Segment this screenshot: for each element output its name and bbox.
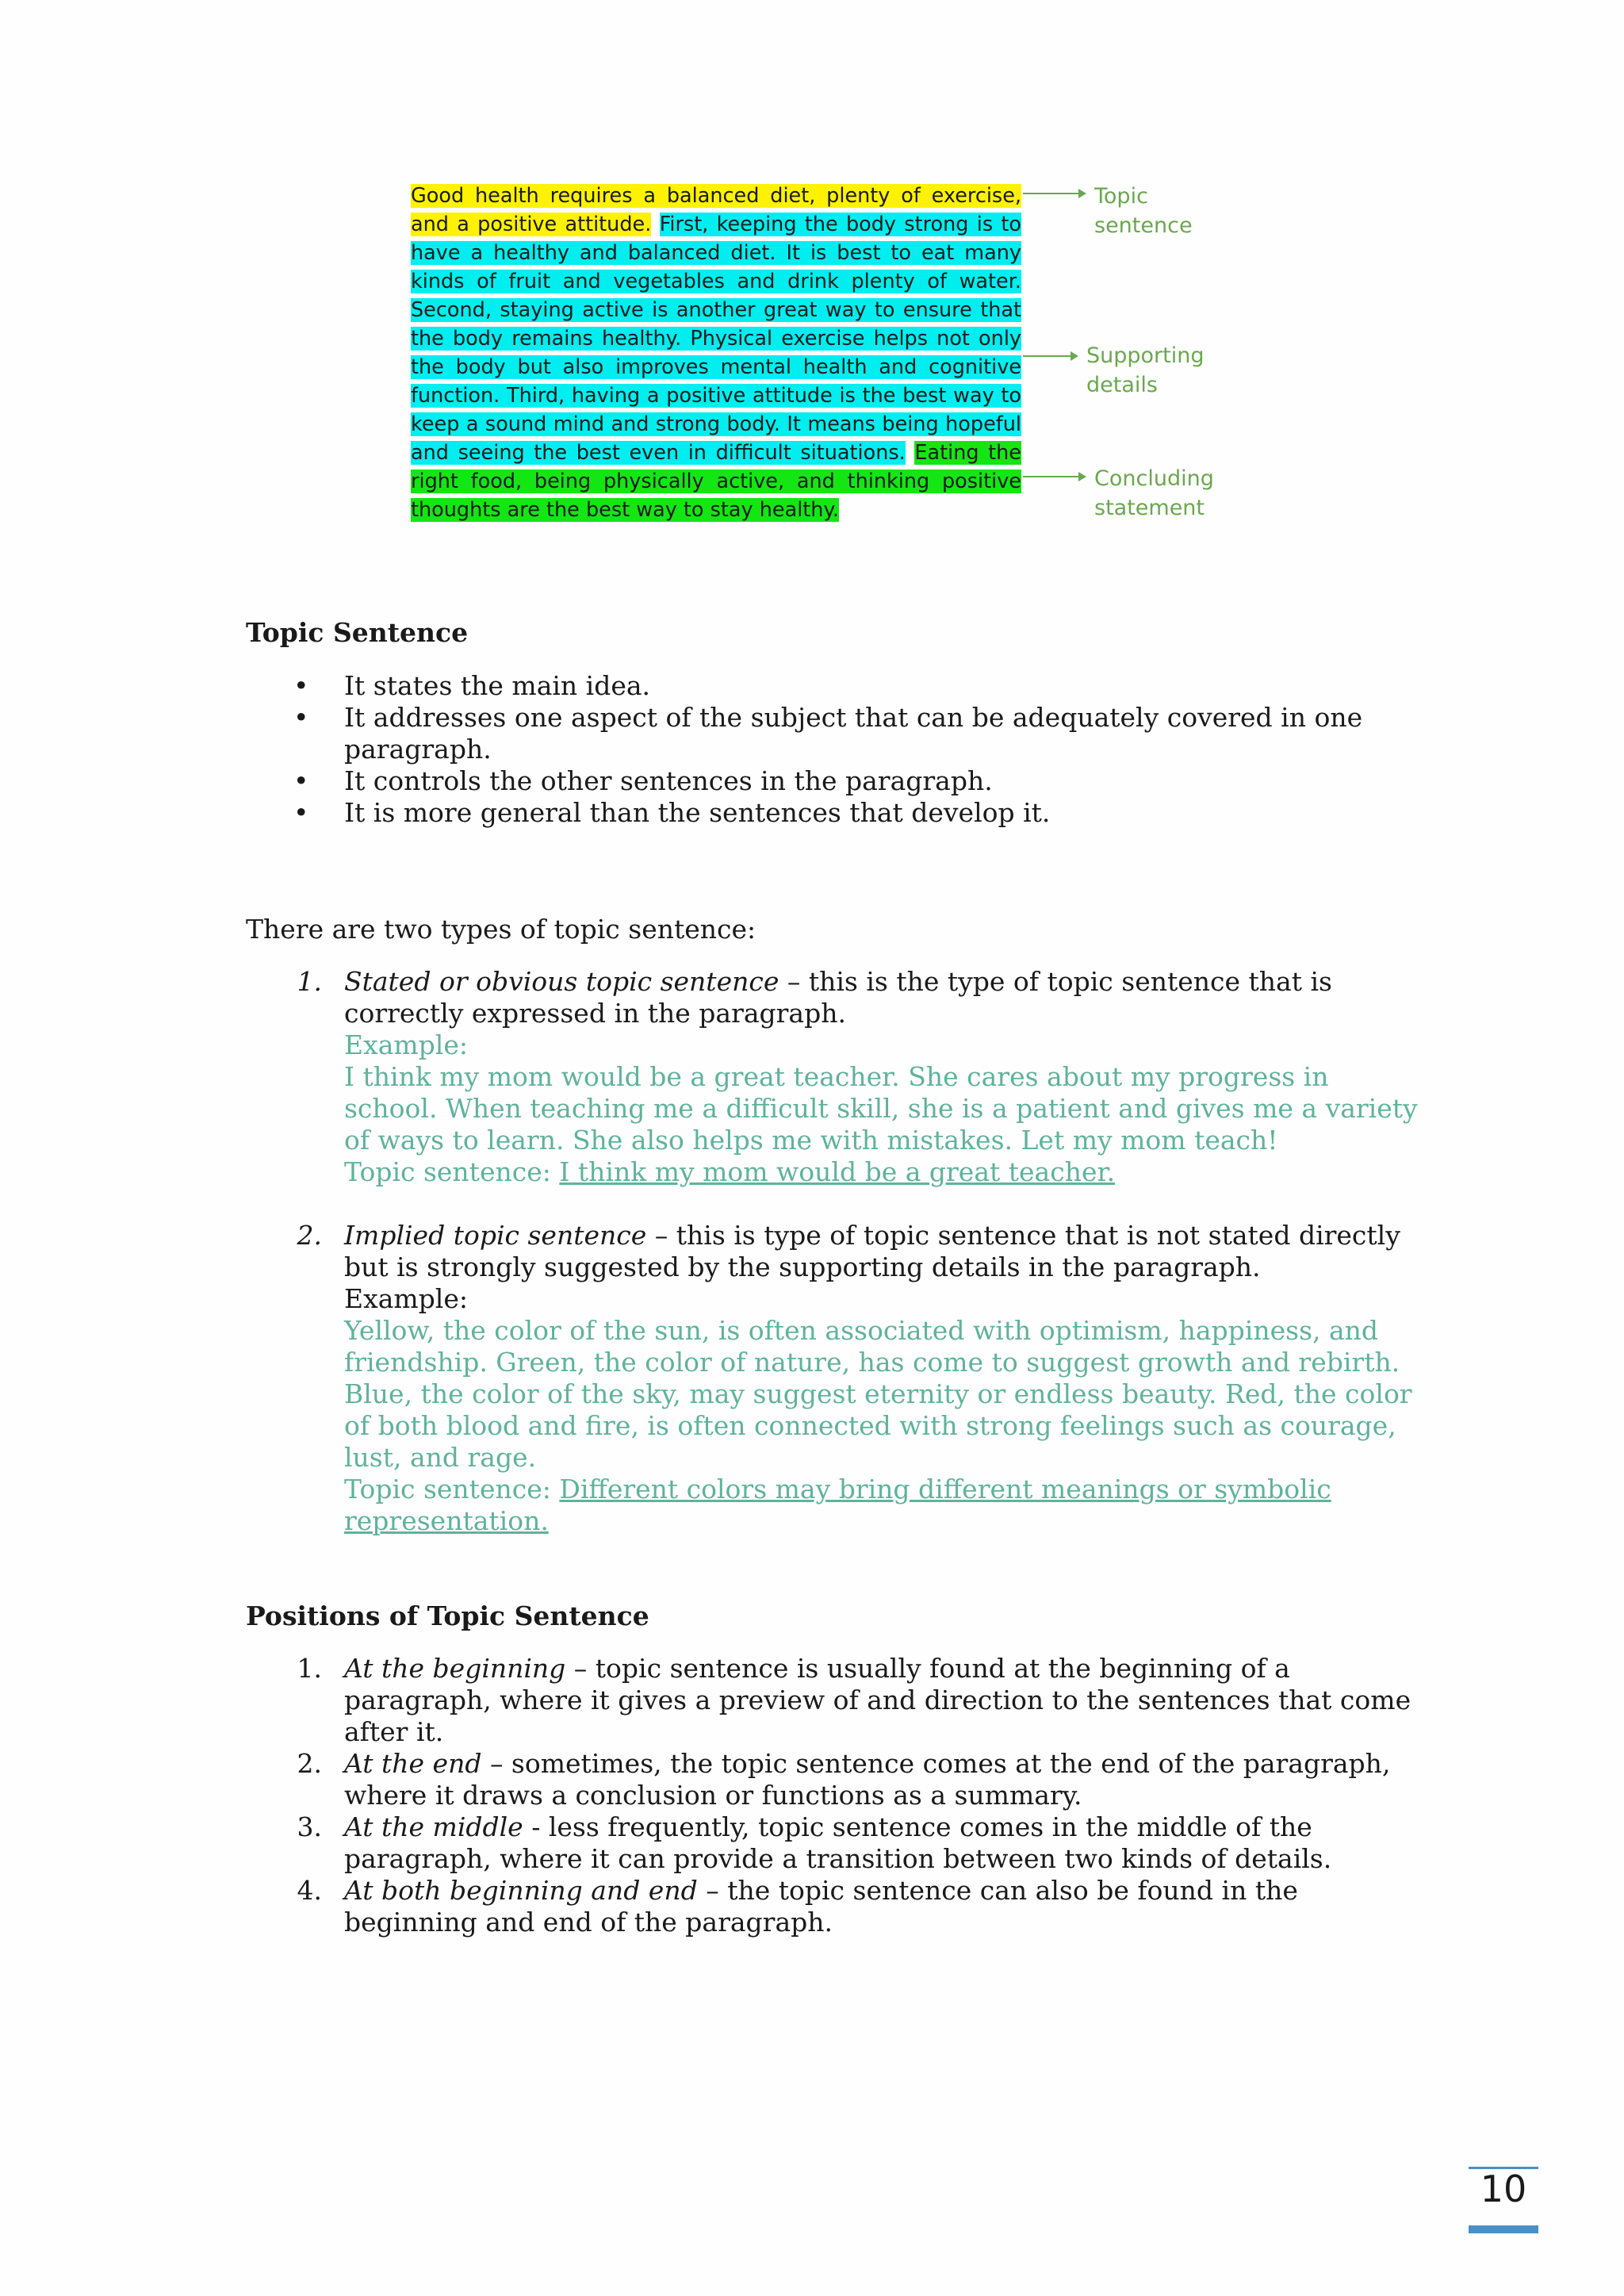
example-topic-value: Different colors may bring different meanings or symbolic representation. (344, 1474, 1331, 1536)
supporting-details-label (1086, 341, 1205, 400)
position-text: – the topic sentence can also be found in the beginning and end of the paragraph. (344, 1875, 1298, 1938)
topic-sentence-bullets (246, 670, 1419, 829)
concluding-label-line2: statement (1094, 496, 1205, 520)
bullet-icon: • (293, 797, 309, 828)
supporting-arrow (1023, 355, 1077, 357)
position-item (246, 1748, 1419, 1811)
type-definition: – this is the type of topic sentence that is correctly expressed in the paragraph. (344, 966, 1332, 1029)
position-item (246, 1811, 1419, 1875)
position-item (246, 1875, 1419, 1938)
position-number: 4. (297, 1875, 322, 1906)
supporting-label-line1: Supporting (1086, 343, 1205, 368)
example-topic-label: Topic sentence: (344, 1156, 560, 1187)
example-text: I think my mom would be a great teacher. She cares about my progress in school. When teaching me a difficult skill, she is a patient and gives me a variety of ways to learn. She also helps me with mistakes. Let my mom teach! (344, 1061, 1418, 1156)
example-label: Example: (344, 1283, 468, 1314)
page-number-bottom-rule (1469, 2225, 1538, 2233)
type-number: 1. (297, 966, 322, 997)
position-text: – sometimes, the topic sentence comes at the end of the paragraph, where it draws a conclusion or functions as a summary. (344, 1748, 1391, 1811)
bullet-icon: • (293, 702, 309, 733)
positions-list (246, 1653, 1419, 1938)
bullet-item: • It states the main idea. (246, 670, 1419, 702)
bullet-item: • It controls the other sentences in the paragraph. (246, 765, 1419, 797)
types-intro: There are two types of topic sentence: (246, 914, 756, 945)
position-term: At the middle (344, 1811, 523, 1842)
example-label: Example: (344, 1029, 468, 1060)
topic-sentence-highlight: Good health requires a balanced diet, plenty of exercise, and a positive attitude. (411, 184, 1021, 236)
supporting-details-highlight: First, keeping the body strong is to have a healthy and balanced diet. It is best to eat many kinds of fruit and vegetables and drink plenty of water. Second, staying active is another great way to ensure that the body remains healthy. Physical exercise helps not only the body but also improves mental health and cognitive function. Third, having a positive attitude is the best way to keep a sound mind and strong body. It means being hopeful and seeing the best even in difficult situations. (411, 213, 1021, 465)
type-definition: – this is type of topic sentence that is not stated directly but is strongly suggested by the supporting details in the paragraph. (344, 1220, 1400, 1282)
bullet-item: • It addresses one aspect of the subject that can be adequately covered in one paragraph. (246, 702, 1419, 765)
example-topic-value: I think my mom would be a great teacher. (559, 1156, 1116, 1187)
example-text: Yellow, the color of the sun, is often associated with optimism, happiness, and friendship. Green, the color of nature, has come to suggest growth and rebirth. Blue, the color of the sky, may suggest eternity or endless beauty. Red, the color of both blood and fire, is often connected with strong feelings such as courage, lust, and rage. (344, 1315, 1412, 1473)
topic-sentence-label (1094, 182, 1193, 240)
positions-heading: Positions of Topic Sentence (246, 1600, 649, 1631)
position-term: At the beginning (344, 1653, 566, 1684)
bullet-icon: • (293, 670, 309, 701)
topic-arrow (1023, 193, 1085, 194)
position-term: At the end (344, 1748, 482, 1779)
concluding-statement-highlight: Eating the right food, being physically active, and thinking positive thoughts are the best way to stay healthy. (411, 441, 1021, 522)
position-term: At both beginning and end (344, 1875, 698, 1906)
position-text: – topic sentence is usually found at the beginning of a paragraph, where it gives a preview of and direction to the sentences that come after it. (344, 1653, 1411, 1747)
type-item-stated (246, 966, 1419, 1188)
concluding-label-line1: Concluding (1094, 466, 1214, 491)
type-item-implied (246, 1220, 1419, 1537)
topic-sentence-heading: Topic Sentence (246, 617, 469, 648)
position-item (246, 1653, 1419, 1748)
example-topic-label: Topic sentence: (344, 1474, 560, 1504)
topic-label-line1: Topic (1094, 184, 1148, 209)
bullet-icon: • (293, 765, 309, 796)
bullet-item: • It is more general than the sentences that develop it. (246, 797, 1419, 829)
type-number: 2. (297, 1220, 322, 1251)
position-number: 2. (297, 1748, 322, 1779)
types-list (246, 966, 1419, 1537)
type-term: Stated or obvious topic sentence (344, 966, 779, 997)
type-term: Implied topic sentence (344, 1220, 647, 1251)
position-number: 1. (297, 1653, 322, 1684)
page-number: 10 (1480, 2168, 1527, 2210)
position-text: - less frequently, topic sentence comes in the middle of the paragraph, where it can provide a transition between two kinds of details. (344, 1811, 1332, 1874)
supporting-label-line2: details (1086, 373, 1158, 397)
concluding-statement-label (1094, 464, 1214, 523)
position-number: 3. (297, 1811, 322, 1842)
sample-paragraph (411, 182, 1021, 524)
concluding-arrow (1023, 476, 1085, 477)
topic-label-line2: sentence (1094, 213, 1193, 238)
